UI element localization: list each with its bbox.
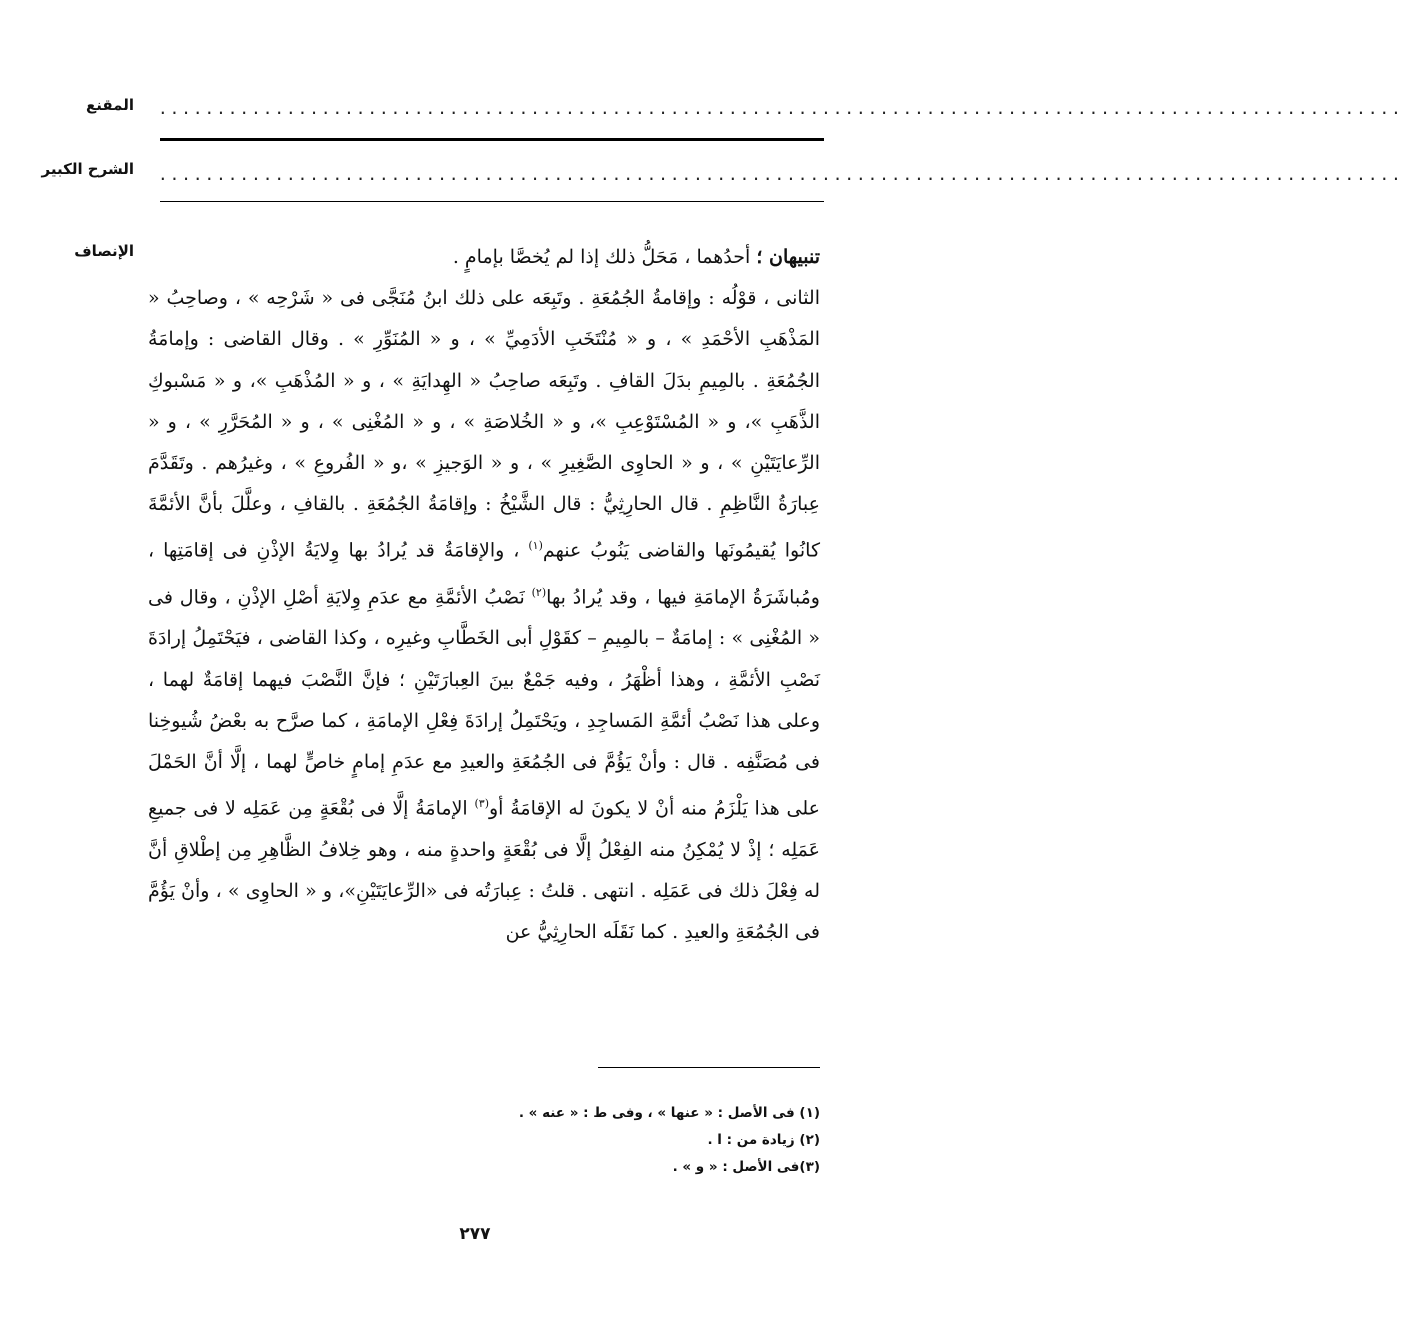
paragraph-text-1: الثانى ، قوْلُه : وإقامةُ الجُمُعَةِ . وتَبِعَه على ذلك ابنُ مُنَجَّى فى « شَرْحِه » ، وصاحِبُ « المَذْهَبِ الأحْمَدِ » ، و « مُنْتَخَبِ الأدَمِيِّ » ، و « المُنَوِّرِ » . وقال القاضى : وإمامَةُ الجُمُعَةِ . بالمِيمِ بدَلَ القافِ . وتَبِعَه صاحِبُ « الهِدايَةِ » ، و « المُذْهَبِ »، و « مَسْبوكِ الذَّهَبِ »، و « المُسْتَوْعِبِ »، و « الخُلاصَةِ » ، و « المُغْنِى » ، و « المُحَرَّرِ » ، و « الرِّعايَتَيْنِ » ، و « الحاوِى الصَّغِيرِ » ، و « الوَجيزِ » ،و « الفُروعِ » ، وغيرُهم . وتَقَدَّمَ عِبارَةُ النَّاظِمِ . قال الحارِثِيُّ : قال الشَّيْخُ : وإقامَةُ الجُمُعَةِ . بالقافِ ، وعلَّلَ بأنَّ الأئمَّةَ كانُوا يُقيمُونَها والقاضى يَنُوبُ عنهم: [148, 287, 820, 562]
footnote-ref-2: (٢): [531, 585, 547, 599]
tanbih-paragraph: [148, 237, 820, 278]
footnote-ref-3: (٣): [474, 797, 489, 811]
sharh-dots: ...........................................................................................................: [158, 165, 1403, 184]
muqni-label: المقنع: [86, 96, 134, 114]
insaf-label: الإنصاف: [74, 242, 134, 260]
footnote-ref-1: (١): [528, 539, 543, 553]
main-text: [148, 237, 820, 953]
footnote-1: (١) فى الأصل : « عنها » ، وفى ط : « عنه » .: [518, 1105, 820, 1121]
sharh-kabir-label: الشرح الكبير: [41, 160, 134, 178]
paragraph-text-3: نَصْبُ الأئمَّةِ مع عدَمِ وِلايَةِ أصْلِ الإذْنِ ، وقال فى « المُغْنِى » : إمامَةٌ – بالمِيمِ – كقَوْلِ أبى الخَطَّابِ وغيرِه ، وكذا القاضى ، فيَحْتَمِلُ إرادَةَ نَصْبِ الأئمَّةِ ، وهذا أظْهَرُ ، وفيه جَمْعٌ بينَ العِبارَتَيْنِ ؛ فإنَّ النَّصْبَ فيهما إقامَةٌ لهما ، وعلى هذا نَصْبُ أئمَّةِ المَساجِدِ ، ويَحْتَمِلُ إرادَةَ فِعْلِ الإمامَةِ ، كما صرَّح به بعْضُ شُيوخِنا فى مُصَنَّفِه . قال : وأنْ يَؤُمَّ فى الجُمُعَةِ والعيدِ مع عدَمِ إمامٍ خاصٍّ لهما ، إلَّا أنَّ الحَمْلَ على هذا يَلْزَمُ منه أنْ لا يكونَ له الإقامَةُ أو: [148, 586, 820, 820]
tanbih-text: أحدُهما ، مَحَلُّ ذلك إذا لم يُخصَّا بإمامٍ .: [452, 246, 757, 268]
second-paragraph: [148, 278, 820, 953]
footnotes: [400, 1100, 820, 1181]
footnote-2: (٢) زيادة من : ا .: [707, 1132, 820, 1148]
footnote-separator: [598, 1067, 820, 1068]
paragraph-text-4: الإمامَةُ إلَّا فى بُقْعَةٍ مِن عَمَلِه لا فى جميعِ عَمَلِه ؛ إذْ لا يُمْكِنُ منه الفِعْلُ إلَّا فى بُقْعَةٍ واحدةٍ منه ، وهو خِلافُ الظَّاهِرِ مِن إطْلاقِ أنَّ له فِعْلَ ذلك فى عَمَلِه . انتهى . قلتُ : عِبارَتُه فى «الرِّعايَتَيْنِ»، و « الحاوِى » ، وأنْ يَؤُمَّ فى الجُمُعَةِ والعيدِ . كما نَقَلَه الحارِثِيُّ عن: [148, 797, 820, 944]
page-number: ٢٧٧: [459, 1224, 491, 1244]
tanbih-heading: تنبيهان ؛: [756, 246, 820, 268]
muqni-dots: ...........................................................................................................: [158, 99, 1403, 118]
paragraph-text-2: ، والإقامَةُ قد يُرادُ بها وِلايَةُ الإذْنِ فى إقامَتِها ، ومُباشَرَةُ الإمامَةِ فيها ، وقد يُرادُ بها: [148, 539, 820, 609]
header-thin-rule: [160, 201, 824, 202]
header-thick-rule: [160, 138, 824, 141]
footnote-3: (٣)فى الأصل : « و » .: [672, 1159, 820, 1175]
